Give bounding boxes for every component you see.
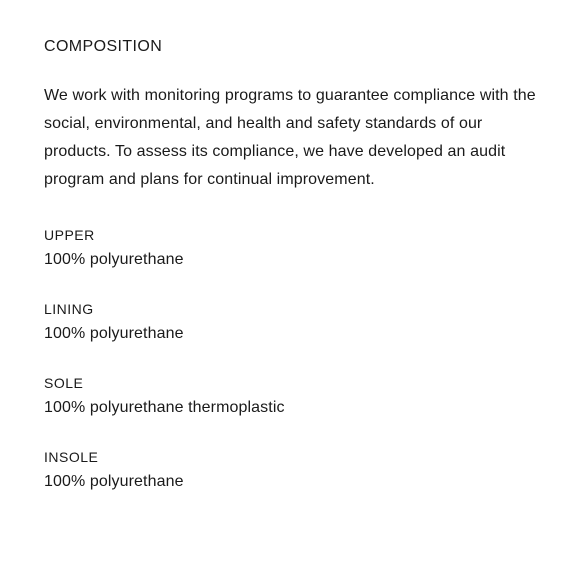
material-value: 100% polyurethane — [44, 251, 184, 268]
material-upper — [44, 225, 544, 271]
materials-list — [44, 225, 544, 493]
material-sole — [44, 373, 544, 419]
material-label: SOLE — [44, 375, 84, 391]
material-lining — [44, 299, 544, 345]
composition-section — [44, 36, 544, 521]
material-value: 100% polyurethane — [44, 473, 184, 490]
material-label: INSOLE — [44, 449, 99, 465]
material-value: 100% polyurethane — [44, 325, 184, 342]
material-label: UPPER — [44, 227, 95, 243]
material-value: 100% polyurethane thermoplastic — [44, 399, 285, 416]
material-label: LINING — [44, 301, 94, 317]
composition-description: We work with monitoring programs to guarantee compliance with the social, environmental, and health and safety standards of our products. To assess its compliance, we have developed an audit program and plans for continual improvement. — [44, 87, 536, 188]
material-insole — [44, 447, 544, 493]
composition-heading: COMPOSITION — [44, 38, 163, 55]
